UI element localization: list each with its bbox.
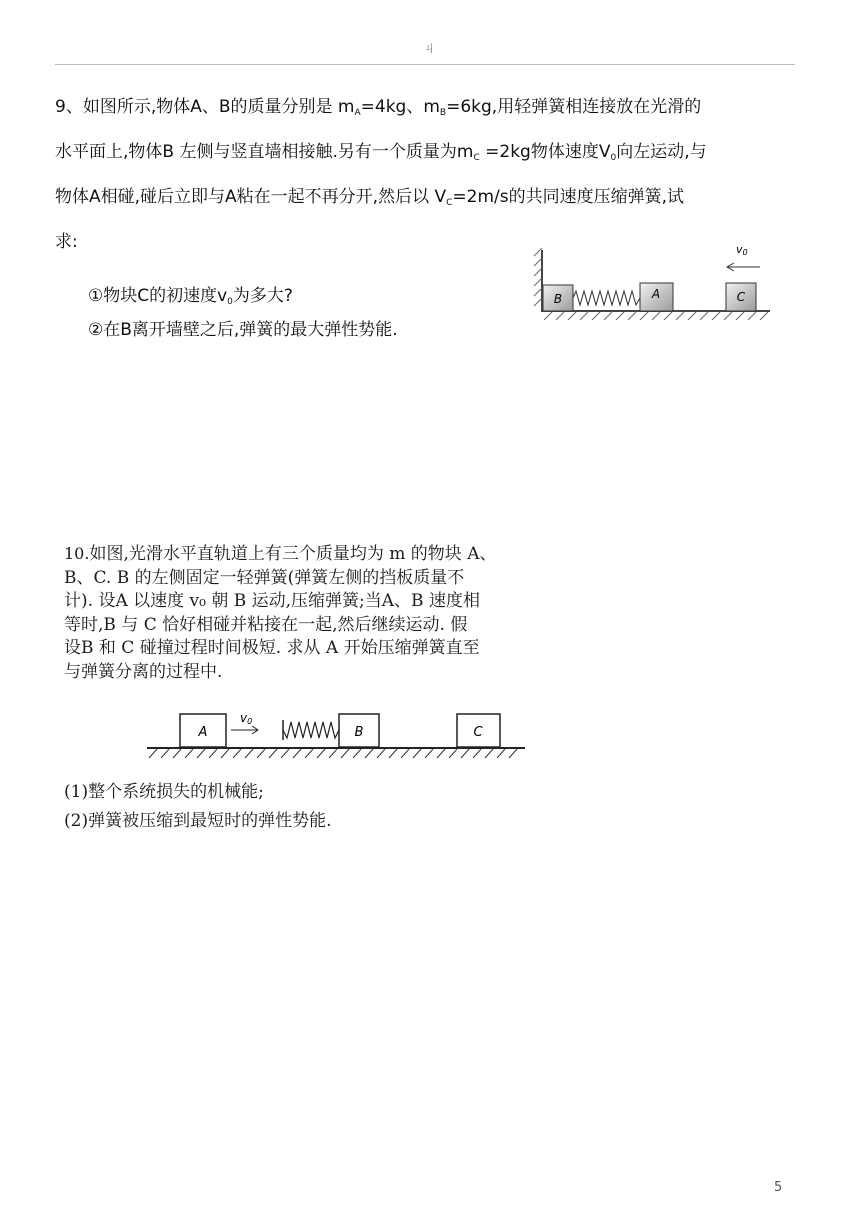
q9-line-4: 求: (55, 232, 78, 252)
q10-part-1: (1)整个系统损失的机械能; (64, 782, 264, 802)
block-a-label: A (651, 287, 661, 301)
q9-subquestion-1: ①物块C的初速度$v_0$为多大? (88, 286, 293, 307)
spring (283, 722, 339, 738)
block-b-label: B (354, 725, 364, 740)
question-10-text (64, 542, 624, 685)
q10-figure (145, 704, 535, 766)
q9-line-2: 水平面上,物体B 左侧与竖直墙相接触.另有一个质量为$m_C =2kg$物体速度$V_0$向左运动,与 (55, 142, 707, 163)
q10-line-6: 与弹簧分离的过程中. (64, 661, 223, 682)
question-9-text (55, 88, 795, 262)
q9-line-3: 物体A相碰,碰后立即与A粘在一起不再分开,然后以 $V_C=2m/s$的共同速度压缩弹簧,试 (55, 187, 685, 208)
block-c-label: C (473, 725, 483, 740)
q10-line-1: 10.如图,光滑水平直轨道上有三个质量均为 m 的物块 A、 (64, 544, 497, 564)
block-b-label: B (553, 292, 563, 306)
velocity-label: v0 (240, 711, 253, 726)
page-number: 5 (774, 1180, 783, 1195)
q9-figure (530, 238, 775, 330)
q10-line-2: B、C. B 的左侧固定一轻弹簧(弹簧左侧的挡板质量不 (64, 567, 465, 588)
q10-line-4: 等时,B 与 C 恰好相碰并粘接在一起,然后继续运动. 假 (64, 614, 468, 635)
velocity-label: v0 (736, 243, 748, 257)
wall (534, 248, 542, 312)
header-rule (55, 64, 795, 65)
track (147, 748, 525, 758)
header-mark: ㄐ (423, 41, 437, 57)
velocity-arrow-right (231, 726, 258, 734)
q9-subquestion-2: ②在B离开墙壁之后,弹簧的最大弹性势能. (88, 320, 398, 340)
block-c-label: C (736, 290, 746, 304)
q10-line-3: 计). 设A 以速度 v₀ 朝 B 运动,压缩弹簧;当A、B 速度相 (64, 591, 480, 612)
spring (573, 291, 640, 305)
q10-number: 10. (64, 544, 90, 563)
floor (542, 311, 770, 320)
q9-line-1: 9、如图所示,物体A、B的质量分别是 $m_A=4kg$、$m_B=6kg$,用轻弹簧相连接放在光滑的 (55, 97, 702, 118)
block-a-label: A (198, 725, 208, 740)
q10-line-5: 设B 和 C 碰撞过程时间极短. 求从 A 开始压缩弹簧直至 (64, 638, 480, 659)
q10-parts (64, 778, 331, 836)
velocity-arrow-left (727, 263, 760, 271)
q10-part-2: (2)弹簧被压缩到最短时的弹性势能. (64, 811, 332, 831)
